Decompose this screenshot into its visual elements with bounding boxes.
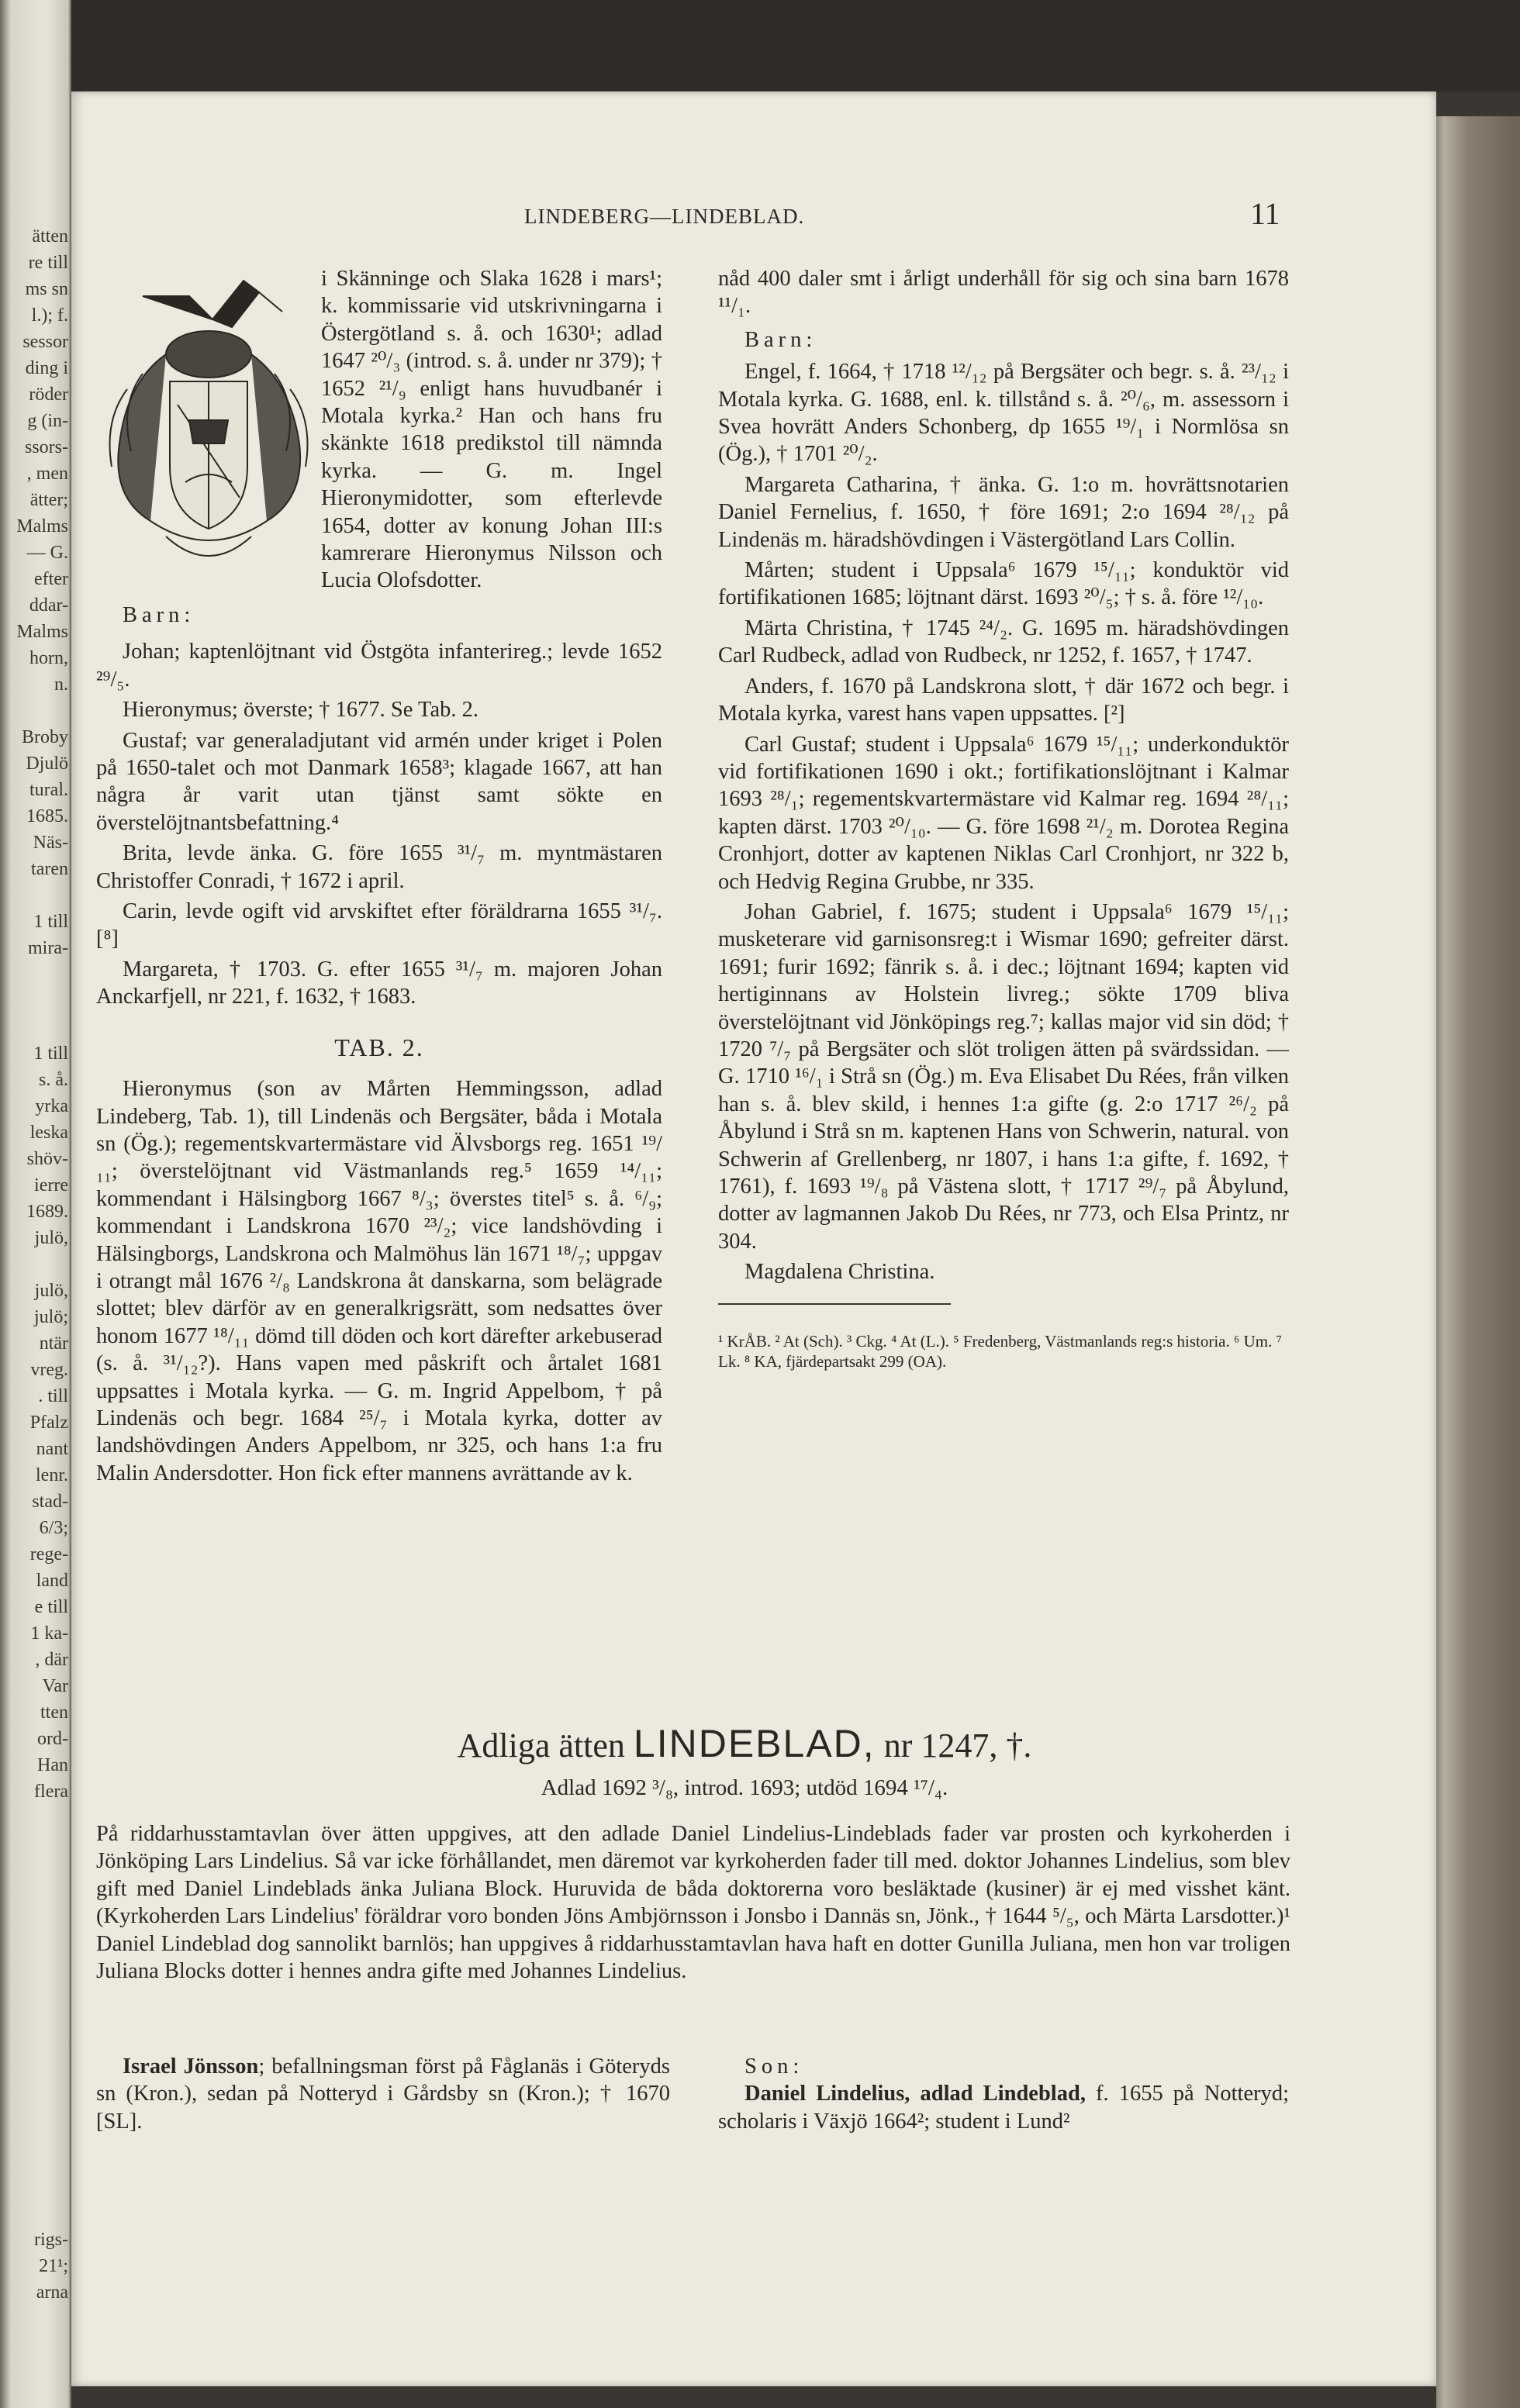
prev-page-fragment: 1 till bbox=[33, 1044, 68, 1064]
coat-of-arms-image bbox=[96, 265, 318, 589]
prev-page-fragment: ätter; bbox=[29, 490, 68, 510]
footnote-divider bbox=[718, 1303, 951, 1305]
prev-page-fragment: yrka bbox=[35, 1096, 68, 1116]
coat-of-arms-block bbox=[96, 265, 662, 591]
right-column bbox=[718, 265, 1289, 1371]
prev-page-fragment: julö, bbox=[34, 1281, 68, 1301]
prev-page-fragment: e till bbox=[34, 1597, 68, 1617]
left-column bbox=[96, 265, 662, 1487]
prev-page-fragment: julö, bbox=[34, 1228, 68, 1248]
prev-page-fragment: sessor bbox=[22, 332, 68, 352]
prev-page-fragment: horn, bbox=[29, 648, 68, 668]
section-intro-text: På riddarhusstamtavlan över ätten uppgives, att den adlade Daniel Lindelius-Lindeblads fader var prosten och kyrkoherden i Jönköping Lars Lindelius. Så var icke förhållandet, men däremot var kyrkoherden fader till med. doktor Johannes Lindelius, som blev gift med Daniel Lindeblads änka Juliana Block. Huruvida de båda doktorerna voro besläktade (kusiner) är ej med visshet känt. (Kyrkoherden Lars Lindelius' föräldrar voro bonden Jöns Ambjörnsson i Jonsbo i Dannäs sn, Jönk., † 1644 ⁵/₅, och Märta Larsdotter.)¹ Daniel Lindeblad dog sannolikt barnlös; han uppgives å riddarhusstamtavlan hava haft en dotter Gunilla Juliana, men hon var troligen Juliana Blocks dotter i hennes andra gifte med Johannes Lindelius. bbox=[96, 1822, 1290, 1984]
prev-page-fragment: ssors- bbox=[24, 437, 68, 457]
prev-page-fragment: 1689. bbox=[26, 1202, 68, 1222]
page-number: 11 bbox=[1250, 196, 1280, 231]
prev-page-fragment: rigs- bbox=[34, 2230, 68, 2250]
bottom-right-name: Daniel Lindelius, adlad Lindeblad, bbox=[744, 2082, 1086, 2106]
prev-page-fragment: ddar- bbox=[29, 595, 68, 616]
book-edge-top bbox=[71, 0, 1520, 91]
bottom-left-entry bbox=[96, 2053, 670, 2135]
prev-page-fragment: l.); f. bbox=[31, 305, 68, 326]
prev-page-fragment: ord- bbox=[37, 1729, 68, 1749]
section-subtitle: Adlad 1692 ³/₈, introd. 1693; utdöd 1694 ¹⁷/₄. bbox=[541, 1775, 948, 1800]
prev-page-fragment: s. å. bbox=[39, 1070, 68, 1090]
child-entry: Johan; kaptenlöjtnant vid Östgöta infanterireg.; levde 1652 ²⁹/₅. bbox=[96, 640, 662, 692]
prev-page-fragment: , men bbox=[26, 464, 68, 484]
child-entry: Carin, levde ogift vid arvskiftet efter föräldrarna 1655 ³¹/₇. [⁸] bbox=[96, 899, 662, 951]
child-entry: Anders, f. 1670 på Landskrona slott, † där 1672 och begr. i Motala kyrka, varest hans vapen uppsattes. [²] bbox=[718, 674, 1289, 726]
section-title-prefix: Adliga ätten bbox=[457, 1727, 625, 1765]
barn-heading: Barn: bbox=[123, 603, 195, 627]
section-title-suffix: nr 1247, †. bbox=[883, 1727, 1032, 1765]
prev-page-fragment: 1 ka- bbox=[30, 1623, 68, 1644]
book-spine-edge bbox=[1436, 116, 1520, 2408]
child-entry: Mårten; student i Uppsala⁶ 1679 ¹⁵/₁₁; konduktör vid fortifikationen 1685; löjtnant därst. 1693 ²⁰/₅; † s. å. före ¹²/₁₀. bbox=[718, 558, 1289, 610]
child-entry: Carl Gustaf; student i Uppsala⁶ 1679 ¹⁵/₁₁; underkonduktör vid fortifikationen 1690 i okt.; fortifikationslöjtnant i Kalmar 1693 ²⁸/₁; regementskvartermästare vid Kalmar reg. 1694 ²⁸/₁₁; kapten därst. 1703 ²⁰/₁₀. — G. före 1698 ²¹/₂ m. Dorotea Regina Cronhjort, dotter av kaptenen Niklas Carl Cronhjort, nr 322 b, och Hedvig Regina Grubbe, nr 335. bbox=[718, 732, 1289, 894]
section-intro bbox=[96, 1820, 1290, 1985]
prev-page-fragment: ntär bbox=[39, 1333, 68, 1354]
running-head: LINDEBERG—LINDEBLAD. bbox=[524, 205, 805, 228]
prev-page-fragment: land bbox=[36, 1571, 68, 1591]
child-entry: Gustaf; var generaladjutant vid armén under kriget i Polen på 1650-talet och mot Danmark 1658³; klagade 1667, att han några år varit utan tjänst samt sökte en överstelöjtnantsbefattning.⁴ bbox=[96, 728, 662, 835]
prev-page-fragment: Pfalz bbox=[29, 1413, 68, 1433]
right-intro: nåd 400 daler smt i årligt underhåll för sig och sina barn 1678 ¹¹/₁. bbox=[718, 267, 1289, 319]
prev-page-fragment: , där bbox=[35, 1650, 68, 1670]
child-entry: Engel, f. 1664, † 1718 ¹²/₁₂ på Bergsäter och begr. s. å. ²³/₁₂ i Motala kyrka. G. 1688, enl. k. tillstånd s. å. ²⁰/₆, m. assessorn i Svea hovrätt Anders Schonberg, dp 1655 ¹⁹/₁ i Normlösa sn (Ög.), † 1701 ²⁰/₂. bbox=[718, 360, 1289, 467]
prev-page-fragment: efter bbox=[34, 569, 68, 589]
child-entry: Magdalena Christina. bbox=[744, 1260, 935, 1285]
prev-page-fragment: nant bbox=[36, 1439, 68, 1459]
son-heading: Son: bbox=[744, 2054, 804, 2079]
previous-page-edge bbox=[0, 0, 71, 2408]
prev-page-fragment: julö; bbox=[33, 1307, 68, 1327]
child-entry: Johan Gabriel, f. 1675; student i Uppsala⁶ 1679 ¹⁵/₁₁; musketerare vid garnisonsreg:t i Wismar 1690; gefreiter därst. 1691; furir 1692; fänrik s. å. i dec.; löjtnant 1694; kapten vid hertiginnans av Holstein livreg.; sökte 1709 bliva överstelöjtnant vid Jönköpings reg.⁷; kallas major vid sin död; † 1720 ⁷/₇ på Bergsäter och slöt troligen ätten på svärdssidan. — G. 1710 ¹⁶/₁ i Strå sn (Ög.) m. Eva Elisabet Du Rées, från vilken han s. å. blev skild, i hennes 1:a gifte (g. 2:o 1717 ²⁶/₂ på Åbylund i Strå sn m. kaptenen Hans von Schwerin, natural. von Schwerin af Grellenberg, nr 1807, i hans 1:a gifte, f. 1692, † 1761), f. 1693 ¹⁹/₈ på Västena slott, † 1717 ²⁹/₇ på Åbylund, dotter av lagmannen Jakob Du Rées, nr 773, och Elsa Printz, nr 304. bbox=[718, 899, 1289, 1254]
prev-page-fragment: arna bbox=[36, 2282, 68, 2303]
bottom-left-text: ; befallningsman först på Fåglanäs i Göteryds sn (Kron.), sedan på Notteryd i Gårdsby sn (Kron.); † 1670 [SL]. bbox=[96, 2054, 670, 2134]
prev-page-fragment: 1685. bbox=[26, 806, 68, 826]
tab2-text: Hieronymus (son av Mårten Hemmingsson, adlad Lindeberg, Tab. 1), till Lindenäs och Bergsäter, båda i Motala sn (Ög.); regementskvartermästare vid Älvsborgs reg. 1651 ¹⁹/₁₁; överstelöjtnant vid Västmanlands reg.⁵ 1659 ¹⁴/₁₁; kommendant i Hälsingborg 1667 ⁸/₃; överstes titel⁵ s. å. ⁶/₉; kommendant i Landskrona 1670 ²³/₂; vice landshövding i Hälsingborgs, Landskrona och Malmöhus län 1671 ¹⁸/₇; uppgav i otrangt mål 1676 ²/₈ Landskrona åt danskarna, som belägrade slottet; blev därför av en generalkrigsrätt, som nedsattes över honom 1677 ¹⁸/₁₁ dömd till döden och kort därefter arkebuserad (s. å. ³¹/₁₂?). Hans vapen med påskrift och årtalet 1681 uppsattes i Motala kyrka. — G. m. Ingrid Appelbom, † på Lindenäs och begr. 1684 ²⁵/₇ i Motala kyrka, dotter av landshövdingen Anders Appelbom, nr 325, och hans 1:a fru Malin Andersdotter. Hon fick efter mannens avrättande av k. bbox=[96, 1077, 662, 1485]
right-children-list bbox=[718, 358, 1289, 1285]
section-title-name: LINDEBLAD, bbox=[633, 1722, 876, 1765]
prev-page-fragment: 1 till bbox=[33, 912, 68, 932]
prev-page-fragment: Näs- bbox=[33, 833, 68, 853]
left-children-list bbox=[96, 638, 662, 1010]
prev-page-fragment: 6/3; bbox=[39, 1518, 68, 1538]
prev-page-fragment: Han bbox=[37, 1755, 68, 1775]
footnotes: ¹ KrÅB. ² At (Sch). ³ Ckg. ⁴ At (L.). ⁵ Fredenberg, Västmanlands reg:s historia. ⁶ Um. ⁷ Lk. ⁸ KA, fjärdepartsakt 299 (OA). bbox=[718, 1331, 1282, 1371]
prev-page-fragment: Djulö bbox=[26, 754, 68, 774]
right-barn-heading: Barn: bbox=[744, 327, 817, 352]
prev-page-fragment: ätten bbox=[32, 226, 68, 247]
prev-page-fragment: ms sn bbox=[25, 279, 68, 299]
prev-page-fragment: tural. bbox=[29, 780, 68, 800]
prev-page-fragment: taren bbox=[31, 859, 68, 879]
bottom-left-name: Israel Jönsson bbox=[123, 2054, 259, 2079]
prev-page-fragment: röder bbox=[29, 385, 68, 405]
prev-page-fragment: leska bbox=[29, 1123, 68, 1143]
prev-page-fragment: ding i bbox=[25, 358, 68, 378]
prev-page-fragment: rege- bbox=[29, 1544, 68, 1565]
prev-page-fragment: stad- bbox=[32, 1492, 68, 1512]
prev-page-fragment: — G. bbox=[26, 543, 68, 563]
child-entry: Märta Christina, † 1745 ²⁴/₂. G. 1695 m. häradshövdingen Carl Rudbeck, adlad von Rudbeck, nr 1252, f. 1657, † 1747. bbox=[718, 616, 1289, 668]
prev-page-fragment: ierre bbox=[34, 1175, 68, 1195]
prev-page-fragment: mira- bbox=[28, 938, 68, 958]
prev-page-fragment: . till bbox=[38, 1386, 68, 1406]
child-entry: Margareta Catharina, † änka. G. 1:o m. hovrättsnotarien Daniel Fernelius, f. 1650, † före 1691; 2:o 1694 ²⁸/₁₂ på Lindenäs m. häradshövdingen i Västergötland Lars Collin. bbox=[718, 472, 1289, 552]
prev-page-fragment: lenr. bbox=[36, 1465, 68, 1485]
child-entry: Brita, levde änka. G. före 1655 ³¹/₇ m. myntmästaren Christoffer Conradi, † 1672 i april. bbox=[96, 841, 662, 893]
arms-side-text: i Skänninge och Slaka 1628 i mars¹; k. kommissarie vid utskrivningarna i Östergötland s. å. och 1630¹; adlad 1647 ²⁰/₃ (introd. s. å. under nr 379); † 1652 ²¹/₉ enligt hans huvudbanér i Motala kyrka.² Han och hans fru skänkte 1618 predikstol till nämnda kyrka. — G. m. Ingel Hieronymidotter, som efterlevde 1654, dotter av konung Johan III:s kamrerare Hieronymus Nilsson och Lucia Olofsdotter. bbox=[321, 267, 662, 593]
bottom-right-text: f. 1655 på Notteryd; scholaris i Växjö 1664²; student i Lund² bbox=[718, 2082, 1289, 2134]
section-title bbox=[279, 1721, 1210, 1766]
prev-page-fragment: Malms bbox=[16, 622, 68, 642]
prev-page-fragment: n. bbox=[54, 674, 68, 695]
child-entry: Hieronymus; överste; † 1677. Se Tab. 2. bbox=[123, 698, 478, 723]
prev-page-fragment: Broby bbox=[22, 727, 68, 747]
prev-page-fragment: shöv- bbox=[26, 1149, 68, 1169]
prev-page-fragment: tten bbox=[40, 1703, 68, 1723]
bottom-right-entry bbox=[718, 2053, 1289, 2135]
tab-title: TAB. 2. bbox=[334, 1033, 424, 1061]
prev-page-fragment: Var bbox=[42, 1676, 68, 1696]
prev-page-fragment: vreg. bbox=[30, 1360, 68, 1380]
prev-page-fragment: g (in- bbox=[27, 411, 68, 431]
prev-page-fragment: flera bbox=[34, 1782, 68, 1802]
prev-page-fragment: 21¹; bbox=[39, 2256, 68, 2276]
prev-page-fragment: re till bbox=[28, 253, 68, 273]
child-entry: Margareta, † 1703. G. efter 1655 ³¹/₇ m. majoren Johan Anckarfjell, nr 221, f. 1632, † 1683. bbox=[96, 957, 662, 1009]
prev-page-fragment: Malms bbox=[16, 516, 68, 536]
